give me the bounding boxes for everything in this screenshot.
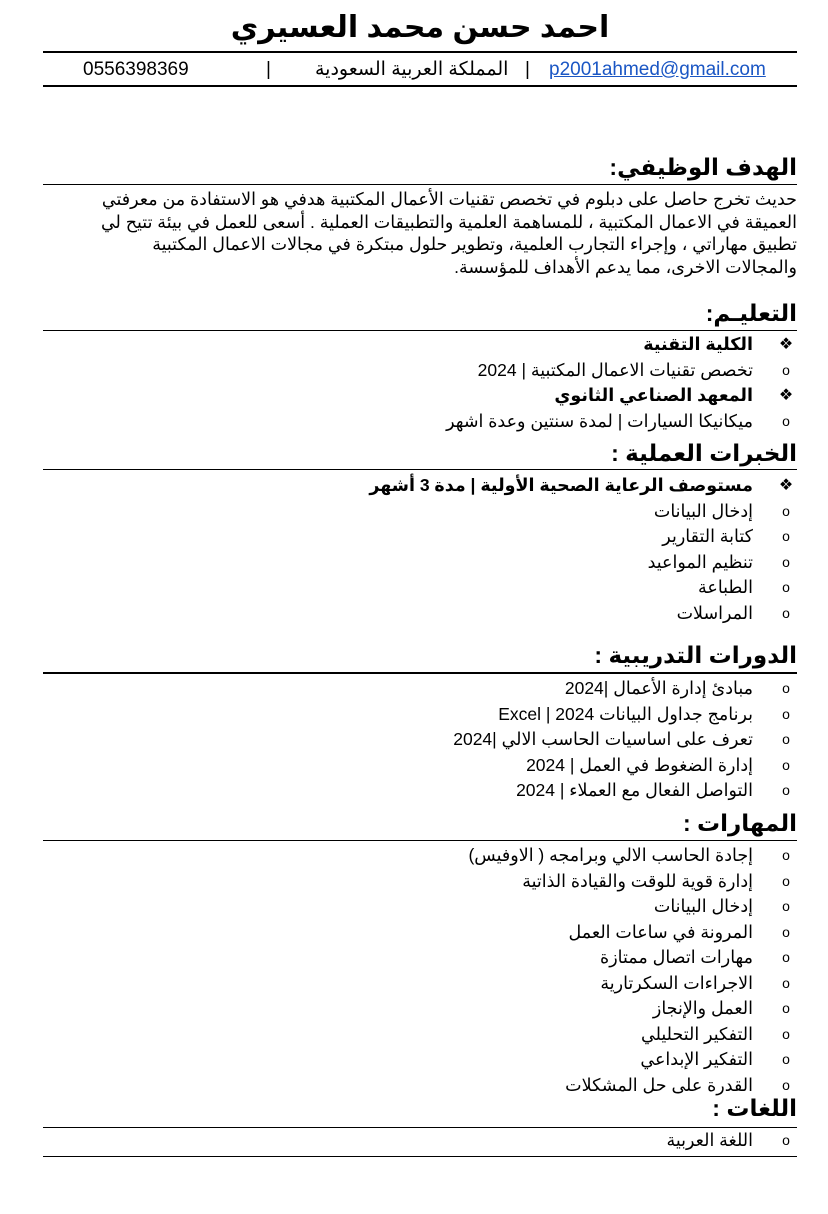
list-item [43, 727, 797, 753]
list-item [43, 676, 797, 702]
list-item [43, 945, 797, 971]
institution-name: الكلية التقنية [643, 334, 753, 354]
skill-name: إدارة قوية للوقت والقيادة الذاتية [522, 870, 753, 891]
experience-rule [43, 469, 797, 470]
skills-rule [43, 840, 797, 841]
education-list [43, 332, 797, 434]
objective-line: حديث تخرج حاصل على دبلوم في تخصص تقنيات الأعمال المكتبية هدفي هو الاستفادة من معرفتي [101, 189, 797, 209]
list-item [43, 499, 797, 525]
course-name: التواصل الفعال مع العملاء | 2024 [516, 780, 753, 800]
list-item [43, 601, 797, 627]
education-heading: التعليـم: [705, 300, 797, 326]
circle-bullet-icon: o [782, 680, 790, 696]
list-item [43, 894, 797, 920]
skill-name: إدخال البيانات [653, 896, 753, 916]
experience-heading: الخبرات العملية : [611, 440, 797, 466]
list-item [43, 869, 797, 895]
contact-separator: | [266, 59, 271, 80]
circle-bullet-icon: o [782, 756, 790, 773]
list-item [43, 971, 797, 997]
list-item [43, 1128, 797, 1154]
skills-list [43, 843, 797, 1098]
languages-bottom-rule [43, 1156, 797, 1157]
skill-name: مهارات اتصال ممتازة [600, 947, 753, 967]
circle-bullet-icon: o [782, 528, 790, 544]
contact-separator: | [525, 59, 530, 80]
circle-bullet-icon: o [782, 412, 790, 429]
objective-line: تطبيق مهاراتي ، وإجراء التجارب العلمية، وتطوير حلول مبتكرة في مجالات الاعمال المكتبية [152, 234, 797, 254]
experience-task: كتابة التقارير [662, 526, 753, 546]
list-item [43, 753, 797, 779]
education-detail: تخصص تقنيات الاعمال المكتبية | 2024 [477, 359, 753, 380]
education-rule [43, 330, 797, 331]
circle-bullet-icon: o [782, 1132, 790, 1148]
circle-bullet-icon: o [782, 949, 790, 965]
list-item [43, 920, 797, 946]
circle-bullet-icon: o [782, 502, 790, 519]
candidate-name: احمد حسن محمد العسيري [230, 11, 610, 44]
circle-bullet-icon: o [782, 923, 790, 940]
skill-name: إجادة الحاسب الالي وبرامجه ( الاوفيس) [468, 845, 753, 865]
list-item [43, 358, 797, 384]
experience-task: تنظيم المواعيد [647, 551, 753, 572]
experience-task: إدخال البيانات [653, 500, 753, 521]
circle-bullet-icon: o [782, 1000, 790, 1016]
contact-line [43, 56, 797, 84]
languages-heading: اللغات : [712, 1095, 797, 1121]
list-item [43, 332, 797, 358]
courses-list [43, 676, 797, 804]
skill-name: التفكير الإبداعي [640, 1049, 753, 1069]
circle-bullet-icon: o [782, 579, 790, 595]
header-top-rule [43, 51, 797, 53]
experience-list [43, 473, 797, 626]
course-name: برنامج جداول البيانات Excel | 2024 [498, 703, 753, 724]
circle-bullet-icon: o [782, 361, 790, 378]
diamond-bullet-icon: ❖ [778, 336, 794, 353]
skill-name: العمل والإنجاز [652, 998, 753, 1018]
course-name: مبادئ إدارة الأعمال |2024 [564, 678, 753, 698]
courses-rule [43, 672, 797, 674]
languages-list [43, 1128, 797, 1154]
diamond-bullet-icon: ❖ [778, 387, 794, 404]
list-item [43, 550, 797, 576]
language-name: اللغة العربية [666, 1130, 753, 1150]
circle-bullet-icon: o [782, 847, 790, 863]
circle-bullet-icon: o [782, 731, 790, 747]
skill-name: القدرة على حل المشكلات [565, 1074, 753, 1095]
list-item [43, 996, 797, 1022]
experience-task: المراسلات [676, 602, 753, 623]
circle-bullet-icon: o [782, 1076, 790, 1093]
list-item [43, 1073, 797, 1099]
phone-number: 0556398369 [83, 59, 189, 80]
circle-bullet-icon: o [782, 974, 790, 991]
skills-heading: المهارات : [682, 810, 797, 836]
list-item [43, 473, 797, 499]
experience-title: مستوصف الرعاية الصحية الأولية | مدة 3 أشهر [369, 475, 753, 495]
list-item [43, 1047, 797, 1073]
circle-bullet-icon: o [782, 705, 790, 722]
circle-bullet-icon: o [782, 553, 790, 570]
location-text: المملكة العربية السعودية [315, 59, 509, 80]
circle-bullet-icon: o [782, 782, 790, 798]
objective-heading: الهدف الوظيفي: [609, 154, 797, 180]
objective-line: العميقة في الاعمال المكتبية ، للمساهمة العلمية والتطبيقات العملية . أسعى للعمل في بيئة تتيح لي [100, 211, 797, 232]
list-item [43, 778, 797, 804]
skill-name: الاجراءات السكرتارية [600, 972, 753, 993]
course-name: تعرف على اساسيات الحاسب الالي |2024 [453, 729, 753, 749]
skill-name: المرونة في ساعات العمل [568, 921, 753, 942]
course-name: إدارة الضغوط في العمل | 2024 [526, 754, 753, 775]
courses-heading: الدورات التدريبية : [594, 642, 797, 668]
header-bottom-rule [43, 85, 797, 87]
education-detail: ميكانيكا السيارات | لمدة سنتين وعدة اشهر [446, 410, 753, 431]
circle-bullet-icon: o [782, 898, 790, 914]
list-item [43, 383, 797, 409]
experience-task: الطباعة [698, 577, 753, 597]
list-item [43, 843, 797, 869]
list-item [43, 575, 797, 601]
list-item [43, 702, 797, 728]
circle-bullet-icon: o [782, 872, 790, 889]
list-item [43, 524, 797, 550]
objective-paragraph [43, 188, 797, 278]
objective-line: والمجالات الاخرى، مما يدعم الأهداف للمؤسسة. [454, 256, 797, 277]
circle-bullet-icon: o [782, 1025, 790, 1042]
circle-bullet-icon: o [782, 1051, 790, 1067]
institution-name: المعهد الصناعي الثانوي [554, 385, 753, 405]
list-item [43, 409, 797, 435]
email-link[interactable]: p2001ahmed@gmail.com [549, 59, 766, 80]
diamond-bullet-icon: ❖ [778, 477, 794, 494]
skill-name: التفكير التحليلي [640, 1023, 753, 1044]
circle-bullet-icon: o [782, 604, 790, 621]
list-item [43, 1022, 797, 1048]
objective-rule [43, 184, 797, 185]
